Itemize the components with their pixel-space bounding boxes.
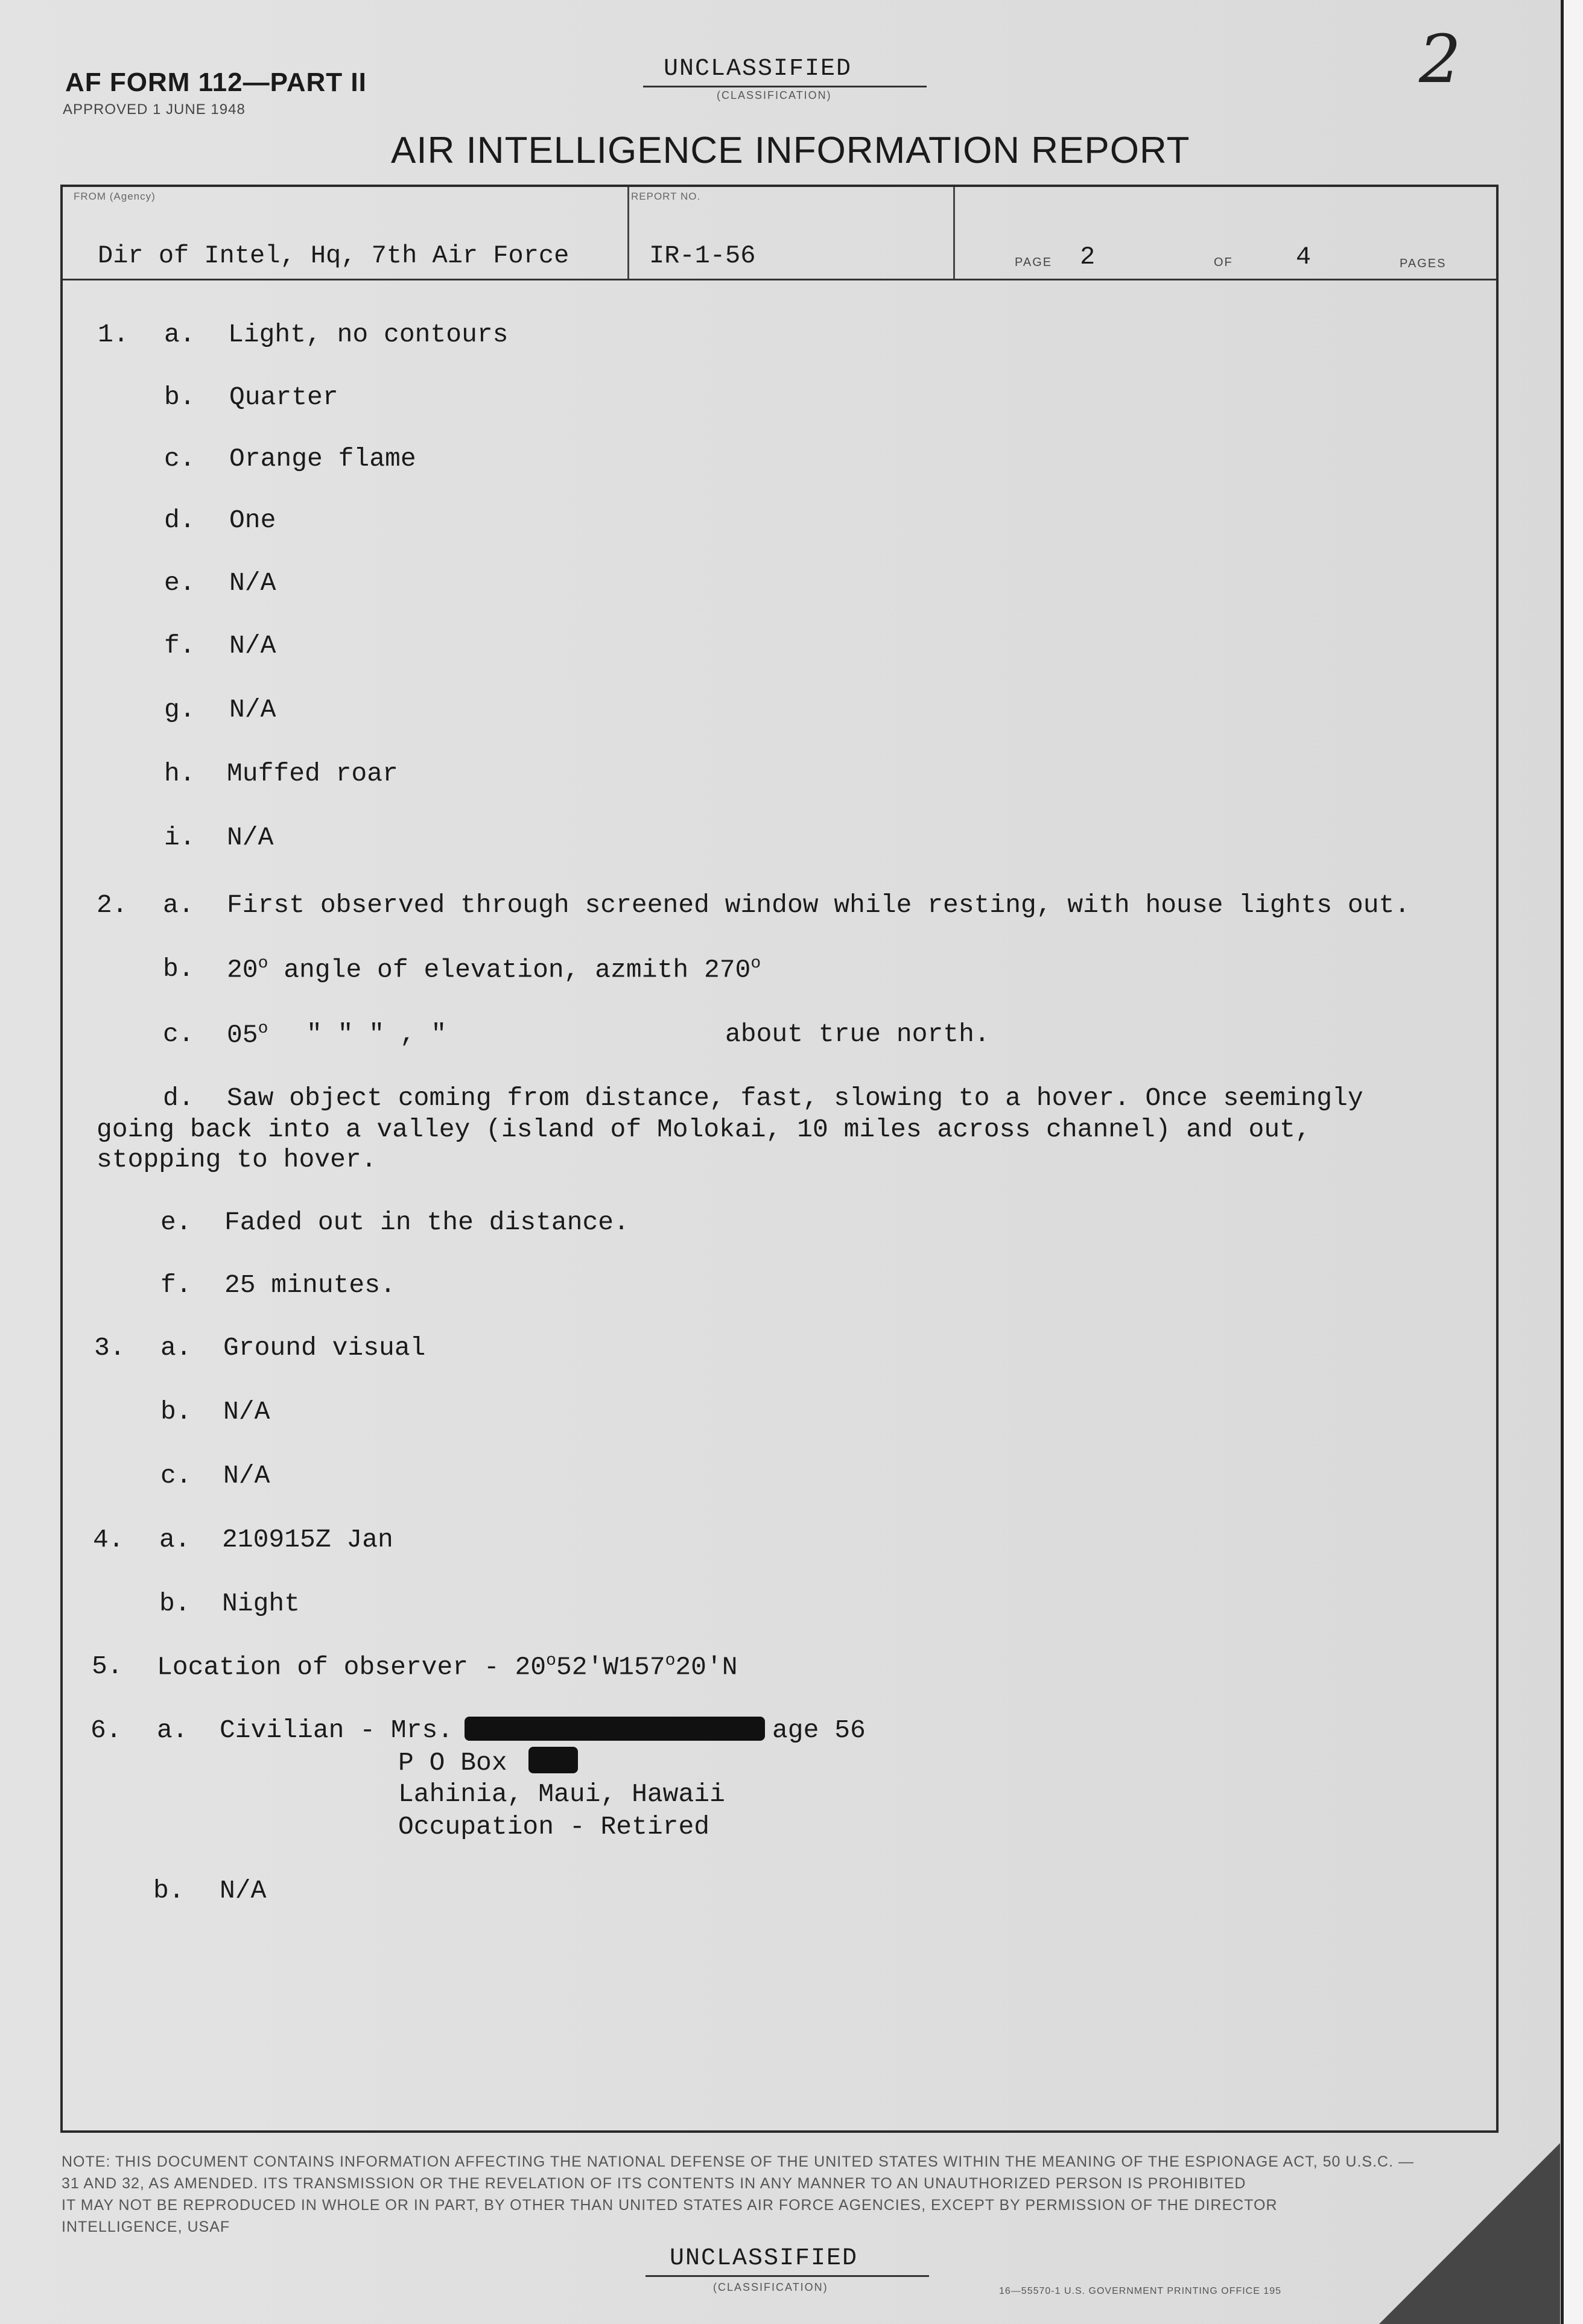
item-5-number: 5. — [92, 1651, 123, 1681]
form-approved-date: APPROVED 1 JUNE 1948 — [63, 101, 246, 118]
from-value: Dir of Intel, Hq, 7th Air Force — [98, 241, 569, 270]
item-1f-text: N/A — [229, 631, 276, 660]
redaction-box-number — [528, 1747, 578, 1773]
item-3-number: 3. — [94, 1333, 125, 1363]
from-label: FROM (Agency) — [74, 191, 156, 202]
item-2f-text: 25 minutes. — [224, 1270, 396, 1300]
item-3b-letter: b. — [160, 1397, 192, 1426]
degree-mark: o — [546, 1651, 556, 1670]
item-2b-text — [227, 954, 761, 984]
page-label: PAGE — [1015, 256, 1053, 269]
degree-mark: o — [665, 1651, 676, 1670]
item-6-occupation: Occupation - Retired — [398, 1812, 710, 1841]
item-6a-age: age 56 — [772, 1715, 866, 1745]
item-6-address-2: Lahinia, Maui, Hawaii — [398, 1779, 725, 1809]
item-4a-letter: a. — [159, 1525, 191, 1554]
degree-mark: o — [258, 1019, 268, 1038]
report-no-label: REPORT NO. — [631, 191, 701, 202]
item-1g-text: N/A — [229, 695, 276, 724]
printer-imprint: 16—55570-1 U.S. GOVERNMENT PRINTING OFFICE 195 — [999, 2286, 1282, 2296]
item-2c-tail: about true north. — [725, 1019, 990, 1049]
item-3a-letter: a. — [160, 1333, 192, 1363]
item-6-number: 6. — [90, 1715, 122, 1745]
header-rule — [63, 279, 1496, 280]
page-edge — [1561, 0, 1583, 2324]
header-divider-2 — [953, 187, 955, 279]
item-1h-letter: h. — [164, 759, 195, 788]
item-2b-elev: 20 — [227, 955, 258, 985]
classification-top: UNCLASSIFIED — [664, 55, 852, 83]
item-6b-letter: b. — [153, 1876, 185, 1905]
item-2d-letter: d. — [163, 1083, 194, 1113]
item-6b-text: N/A — [220, 1876, 267, 1905]
item-1-number: 1. — [98, 320, 129, 349]
item-1c-text: Orange flame — [229, 444, 416, 473]
item-1a-text: Light, no contours — [228, 320, 509, 349]
item-1c-letter: c. — [164, 444, 195, 473]
item-2c-letter: c. — [163, 1019, 194, 1049]
redaction-name — [465, 1717, 765, 1741]
item-2e-letter: e. — [160, 1208, 192, 1237]
item-1b-text: Quarter — [229, 382, 338, 412]
item-1a-letter: a. — [164, 320, 195, 349]
item-1g-letter: g. — [164, 695, 195, 724]
item-1f-letter: f. — [164, 631, 195, 660]
item-1h-text: Muffed roar — [227, 759, 398, 788]
item-1e-letter: e. — [164, 568, 195, 598]
form-id: AF FORM 112—PART II — [65, 68, 367, 97]
item-2-number: 2. — [97, 890, 128, 920]
item-2b-azimuth: angle of elevation, azmith 270 — [268, 955, 751, 985]
item-3c-letter: c. — [160, 1461, 192, 1490]
item-4a-text: 210915Z Jan — [222, 1525, 393, 1554]
classification-bottom: UNCLASSIFIED — [670, 2245, 858, 2272]
handwritten-page-mark: 2 — [1419, 21, 1461, 98]
of-value: 4 — [1296, 242, 1312, 271]
item-2c-text — [227, 1019, 268, 1050]
report-no-value: IR-1-56 — [649, 241, 756, 270]
of-label: OF — [1214, 256, 1233, 269]
classification-rule-top — [643, 86, 927, 87]
item-1i-letter: i. — [164, 823, 195, 852]
item-5-text — [157, 1651, 738, 1682]
item-2d-line2: going back into a valley (island of Molokai, 10 miles across channel) and out, — [97, 1115, 1311, 1144]
item-1d-text: One — [229, 505, 276, 535]
item-4b-text: Night — [222, 1589, 300, 1618]
item-3b-text: N/A — [223, 1397, 270, 1426]
item-2a-text: First observed through screened window while resting, with house lights out. — [227, 890, 1410, 920]
item-6a-letter: a. — [157, 1715, 188, 1745]
item-1i-text: N/A — [227, 823, 274, 852]
item-2c-ditto: " " " , " — [306, 1019, 447, 1049]
item-2e-text: Faded out in the distance. — [224, 1208, 629, 1237]
scan-corner-artifact — [1379, 2143, 1560, 2324]
item-6a-text: Civilian - Mrs. — [220, 1715, 454, 1745]
item-5-longitude: 52'W157 — [556, 1652, 665, 1682]
item-2b-letter: b. — [163, 954, 194, 984]
degree-mark: o — [750, 954, 761, 973]
pages-label: PAGES — [1400, 257, 1447, 270]
classification-label-bottom: (CLASSIFICATION) — [713, 2281, 828, 2293]
item-5-label: Location of observer - 20 — [157, 1652, 547, 1682]
item-3a-text: Ground visual — [223, 1333, 426, 1363]
item-1e-text: N/A — [229, 568, 276, 598]
item-2f-letter: f. — [160, 1270, 192, 1300]
item-4-number: 4. — [93, 1525, 124, 1554]
report-title: AIR INTELLIGENCE INFORMATION REPORT — [391, 130, 1190, 171]
classification-rule-bottom — [646, 2275, 929, 2277]
item-2c-elev: 05 — [227, 1020, 258, 1050]
item-3c-text: N/A — [223, 1461, 270, 1490]
classification-label-top: (CLASSIFICATION) — [717, 89, 832, 101]
item-4b-letter: b. — [159, 1589, 191, 1618]
item-1b-letter: b. — [164, 382, 195, 412]
item-2d-line3: stopping to hover. — [97, 1145, 377, 1174]
item-5-latitude: 20'N — [675, 1652, 738, 1682]
item-2a-letter: a. — [163, 890, 194, 920]
item-6-address-1: P O Box — [398, 1748, 507, 1778]
header-divider-1 — [627, 187, 629, 279]
degree-mark: o — [258, 954, 268, 973]
page-value: 2 — [1080, 242, 1096, 271]
item-1d-letter: d. — [164, 505, 195, 535]
espionage-act-notice: NOTE: THIS DOCUMENT CONTAINS INFORMATION AFFECTING THE NATIONAL DEFENSE OF THE UNITED STATES WITHIN THE MEANING OF THE ESPIONAGE ACT, 50 U.S.C. — 31 AND 32, AS AMENDED. ITS TRANSMISSION OR THE REVELATION OF ITS CONTENTS IN ANY MANNER TO AN UNAUTHORIZED PERSON IS PROHIBITED IT MAY NOT BE REPRODUCED IN WHOLE OR IN PART, BY OTHER THAN UNITED STATES AIR FORCE AGENCIES, EXCEPT BY PERMISSION OF THE DIRECTOR INTELLIGENCE, USAF — [62, 2153, 1414, 2235]
item-2d-line1: Saw object coming from distance, fast, slowing to a hover. Once seemingly — [227, 1083, 1363, 1113]
